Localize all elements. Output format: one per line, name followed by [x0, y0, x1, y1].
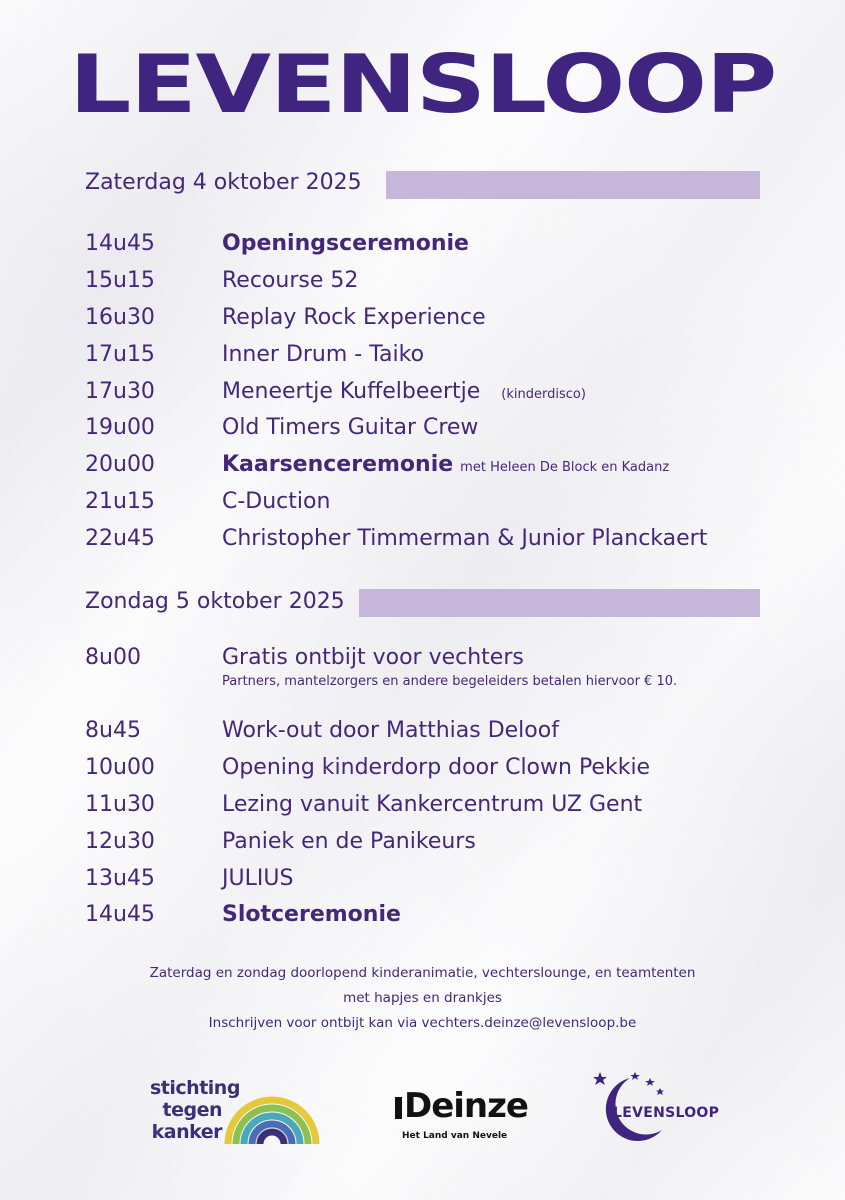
event-time: 14u45	[85, 231, 155, 256]
footer-info	[0, 961, 845, 1036]
event-time: 8u00	[85, 645, 141, 670]
schedule-row	[85, 827, 805, 857]
event-title: Old Timers Guitar Crew	[222, 415, 479, 440]
levensloop-logo-name: LEVENSLOOP	[613, 1105, 720, 1121]
event-time: 19u00	[85, 415, 155, 440]
deinze-mark-icon	[385, 1097, 402, 1119]
poster-title: LEVENSLOOP	[69, 38, 777, 131]
schedule-row	[85, 266, 805, 296]
event-time: 15u15	[85, 268, 155, 293]
day-divider-bar	[386, 171, 760, 199]
event-title: Replay Rock Experience	[222, 305, 486, 330]
schedule-row	[85, 377, 805, 407]
stg-logo-text	[150, 1077, 240, 1143]
event-time: 10u00	[85, 755, 155, 780]
event-time: 11u30	[85, 792, 155, 817]
event-title: Inner Drum - Taiko	[222, 342, 425, 367]
stg-logo-line: kanker	[151, 1121, 222, 1143]
deinze-logo-name: Deinze	[404, 1086, 528, 1126]
schedule-row	[85, 864, 805, 894]
event-time: 17u30	[85, 379, 155, 404]
event-title: Gratis ontbijt voor vechters	[222, 645, 524, 670]
footer-email-line[interactable]: Inschrijven voor ontbijt kan via vechters.deinze@levensloop.be	[208, 1015, 637, 1031]
day-divider-bar	[359, 589, 760, 617]
event-title: Slotceremonie	[222, 902, 401, 927]
event-title: Kaarsenceremonie	[222, 452, 454, 477]
event-title: C-Duction	[222, 489, 331, 514]
event-time: 20u00	[85, 452, 155, 477]
event-title: Work-out door Matthias Deloof	[222, 718, 559, 743]
event-title: Opening kinderdorp door Clown Pekkie	[222, 755, 651, 780]
stg-logo-line: stichting	[150, 1077, 240, 1099]
event-time: 13u45	[85, 866, 155, 891]
schedule-row	[85, 303, 805, 333]
schedule-row	[85, 413, 805, 443]
deinze-logo	[385, 1086, 528, 1126]
rainbow-icon	[222, 1080, 322, 1146]
footer-line: met hapjes en drankjes	[343, 990, 502, 1006]
event-title: Paniek en de Panikeurs	[222, 829, 476, 854]
stg-logo-line: tegen	[162, 1099, 222, 1121]
schedule-row	[85, 450, 805, 480]
schedule-row	[85, 753, 805, 783]
event-note: (kinderdisco)	[501, 387, 586, 402]
event-time: 8u45	[85, 718, 141, 743]
schedule-row	[85, 900, 805, 930]
event-title-with-note	[222, 450, 669, 483]
event-time: 14u45	[85, 902, 155, 927]
schedule-row	[85, 716, 805, 746]
schedule-row	[85, 487, 805, 517]
event-title: JULIUS	[222, 866, 294, 891]
schedule-row	[85, 643, 805, 673]
schedule-row	[85, 340, 805, 370]
day-heading-sunday: Zondag 5 oktober 2025	[85, 589, 345, 614]
schedule-row	[85, 524, 805, 554]
schedule-row	[85, 229, 805, 259]
event-title: Meneertje Kuffelbeertje	[222, 379, 481, 404]
event-title: Openingsceremonie	[222, 231, 469, 256]
event-time: 22u45	[85, 526, 155, 551]
event-time: 21u15	[85, 489, 155, 514]
event-title: Christopher Timmerman & Junior Planckaert	[222, 526, 708, 551]
footer-line: Zaterdag en zondag doorlopend kinderanimatie, vechterslounge, en teamtenten	[149, 965, 696, 981]
schedule-row	[85, 790, 805, 820]
event-title-with-note	[222, 377, 586, 410]
deinze-logo-tagline: Het Land van Nevele	[402, 1131, 508, 1141]
event-subnote: Partners, mantelzorgers en andere begeleiders betalen hiervoor € 10.	[222, 674, 678, 689]
event-title: Lezing vanuit Kankercentrum UZ Gent	[222, 792, 643, 817]
event-note: met Heleen De Block en Kadanz	[460, 460, 670, 475]
day-heading-saturday: Zaterdag 4 oktober 2025	[85, 170, 362, 195]
event-time: 12u30	[85, 829, 155, 854]
event-time: 16u30	[85, 305, 155, 330]
event-time: 17u15	[85, 342, 155, 367]
event-title: Recourse 52	[222, 268, 359, 293]
